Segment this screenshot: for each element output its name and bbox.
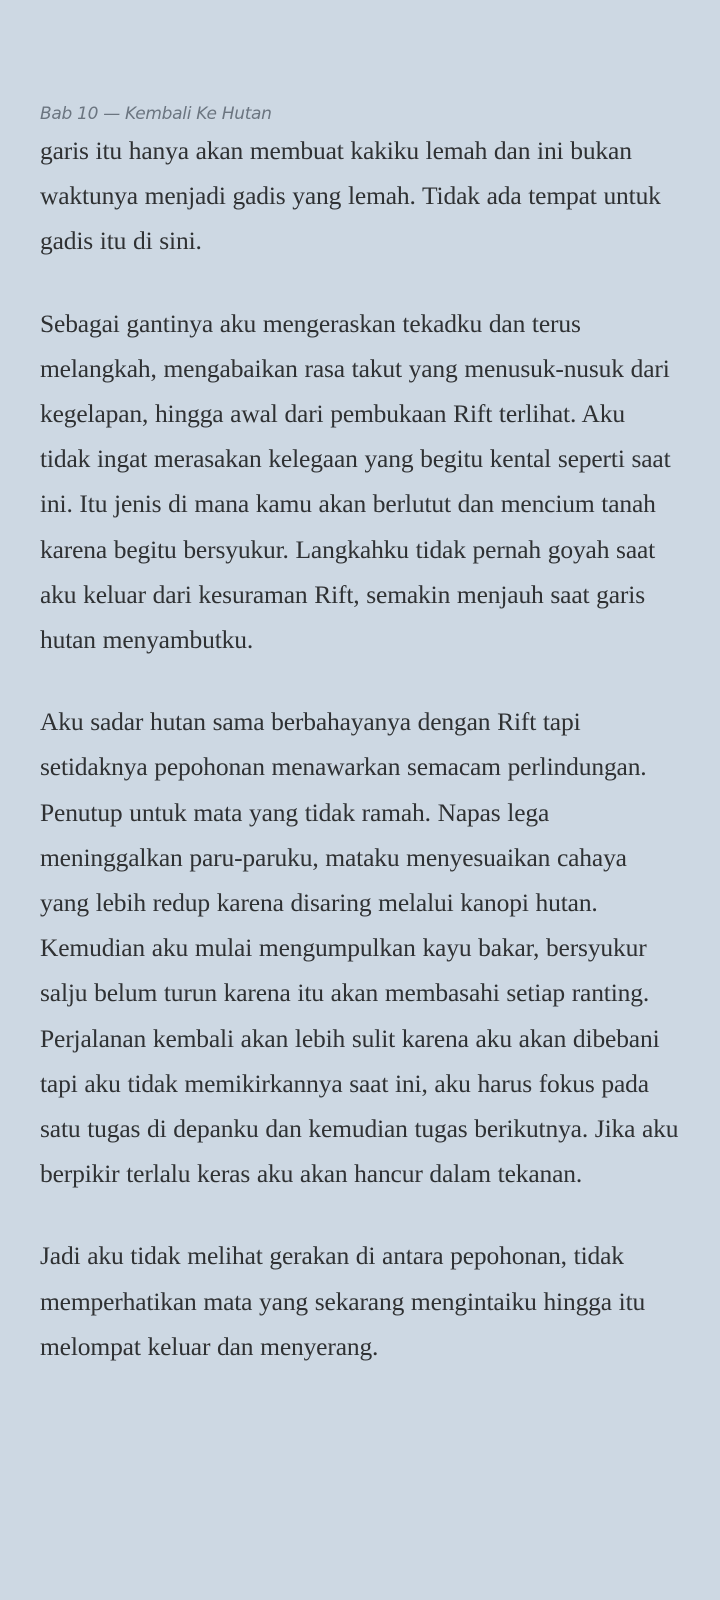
paragraph-3: Aku sadar hutan sama berbahayanya dengan Rift tapi setidaknya pepohonan menawarkan semacam perlindungan. Penutup untuk mata yang tidak ramah. Napas lega meninggalkan paru-paruku, mataku menyesuaikan cahaya yang lebih redup karena disaring melalui kanopi hutan. Kemudian aku mulai mengumpulkan kayu bakar, bersyukur salju belum turun karena itu akan membasahi setiap ranting. Perjalanan kembali akan lebih sulit karena aku akan dibebani tapi aku tidak memikirkannya saat ini, aku harus fokus pada satu tugas di depanku dan kemudian tugas berikutnya. Jika aku berpikir terlalu keras aku akan hancur dalam tekanan.	[40, 707, 679, 1189]
paragraph-4: Jadi aku tidak melihat gerakan di antara pepohonan, tidak memperhatikan mata yang sekarang mengintaiku hingga itu melompat keluar dan menyerang.	[40, 1241, 646, 1361]
chapter-content	[40, 128, 680, 1369]
chapter-title: Bab 10 — Kembali Ke Hutan	[40, 104, 272, 124]
paragraph-2: Sebagai gantinya aku mengeraskan tekadku dan terus melangkah, mengabaikan rasa takut yang menusuk-nusuk dari kegelapan, hingga awal dari pembukaan Rift terlihat. Aku tidak ingat merasakan kelegaan yang begitu kental seperti saat ini. Itu jenis di mana kamu akan berlutut dan mencium tanah karena begitu bersyukur. Langkahku tidak pernah goyah saat aku keluar dari kesuraman Rift, semakin menjauh saat garis hutan menyambutku.	[40, 308, 671, 655]
paragraph-1: garis itu hanya akan membuat kakiku lemah dan ini bukan waktunya menjadi gadis yang lemah. Tidak ada tempat untuk gadis itu di sini.	[40, 136, 661, 256]
